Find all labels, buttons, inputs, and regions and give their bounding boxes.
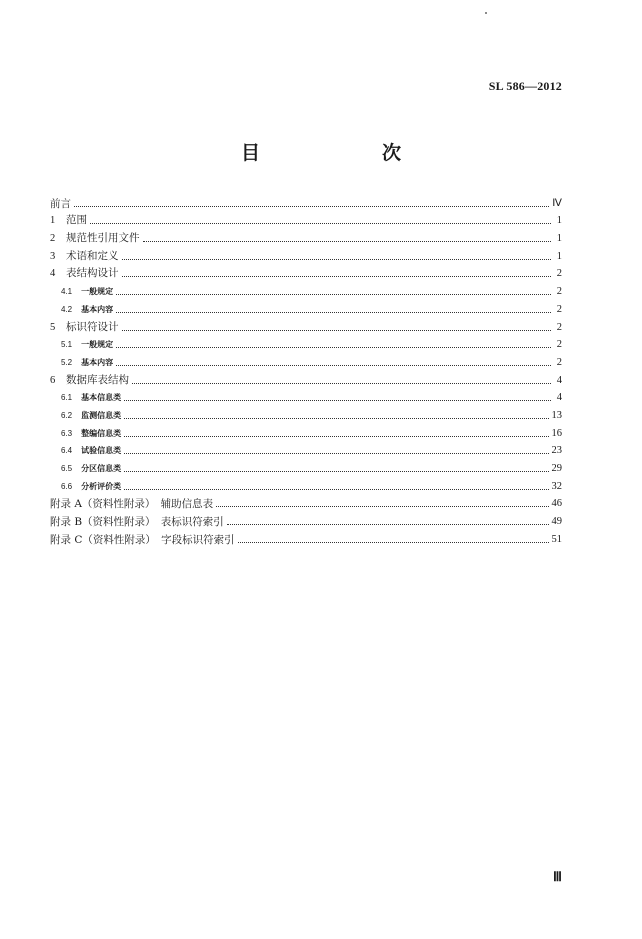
toc-entry-text: 附录 A（资料性附录） 辅助信息表 xyxy=(50,498,214,511)
toc-entry-label xyxy=(50,213,87,228)
toc-entry-page: 1 xyxy=(556,233,562,245)
toc-entry-text: 标识符设计 xyxy=(66,320,119,333)
dot-leader xyxy=(124,435,548,437)
toc-entry-label xyxy=(50,480,121,494)
dot-leader xyxy=(143,240,552,242)
toc-entry-text: 整编信息类 xyxy=(81,428,122,438)
toc-entry-text: 附录 C（资料性附录） 字段标识符索引 xyxy=(50,533,235,546)
toc-entry[interactable] xyxy=(50,352,562,370)
toc-entry[interactable] xyxy=(50,458,562,476)
toc-entry[interactable] xyxy=(50,193,562,211)
toc-entry[interactable] xyxy=(50,299,562,317)
toc-entry[interactable] xyxy=(50,264,562,282)
toc-entry-page: 4 xyxy=(556,392,562,404)
toc-entry-page: 16 xyxy=(551,427,562,439)
toc-entry[interactable] xyxy=(50,246,562,264)
toc-entry-label xyxy=(50,249,119,264)
toc-entry-text: 附录 B（资料性附录） 表标识符索引 xyxy=(50,516,224,529)
dot-leader xyxy=(122,275,552,277)
toc-entry-label xyxy=(50,409,121,423)
toc-entry-text: 数据库表结构 xyxy=(66,373,129,386)
toc-entry[interactable] xyxy=(50,388,562,406)
toc-entry-number: 6.1 xyxy=(61,393,73,403)
toc-title: 目 次 xyxy=(240,142,429,164)
toc-entry-page: 29 xyxy=(551,463,562,474)
toc-entry-page: 13 xyxy=(551,409,562,421)
toc-entry-text: 基本内容 xyxy=(81,357,114,367)
toc-entry-text: 基本信息类 xyxy=(81,393,122,403)
dot-leader xyxy=(124,417,548,419)
toc-entry-label xyxy=(50,515,224,529)
toc-entry-label xyxy=(50,266,119,281)
toc-entry-number: 6.6 xyxy=(61,481,73,491)
toc-entry-page: 2 xyxy=(556,339,562,351)
dot-leader xyxy=(216,505,548,507)
toc-entry[interactable] xyxy=(50,405,562,423)
dot-leader xyxy=(116,346,551,348)
toc-entry[interactable] xyxy=(50,529,562,547)
dot-leader xyxy=(122,258,552,260)
dot-leader xyxy=(124,488,548,490)
dot-leader xyxy=(227,523,549,525)
toc-entry-text: 监测信息类 xyxy=(81,410,122,420)
dot-leader xyxy=(116,293,551,295)
toc-entry-label xyxy=(50,427,121,441)
toc-entry-number: 6.5 xyxy=(61,464,73,473)
toc-entry-text: 表结构设计 xyxy=(66,267,119,280)
toc-entry-label xyxy=(50,391,121,405)
scan-speck xyxy=(485,12,487,14)
toc-entry-number: 6.3 xyxy=(61,428,73,438)
toc-entry-page: 2 xyxy=(556,286,562,298)
toc-entry-label xyxy=(50,303,113,317)
toc-entry[interactable] xyxy=(50,441,562,459)
dot-leader xyxy=(116,364,551,366)
toc-entry-number: 6 xyxy=(50,374,56,386)
toc-entry-page: 4 xyxy=(556,374,562,386)
toc-entry-page: 2 xyxy=(556,303,562,315)
toc-entry-text: 分区信息类 xyxy=(81,464,122,473)
table-of-contents xyxy=(50,193,562,547)
toc-entry-page: 2 xyxy=(556,321,562,333)
toc-entry-page: 2 xyxy=(556,268,562,280)
toc-entry-text: 基本内容 xyxy=(81,304,114,314)
toc-entry-number: 6.2 xyxy=(61,410,73,420)
toc-entry[interactable] xyxy=(50,335,562,353)
dot-leader xyxy=(116,311,551,313)
toc-entry-label xyxy=(50,356,113,370)
toc-entry-number: 5 xyxy=(50,321,56,333)
dot-leader xyxy=(90,222,551,224)
toc-entry-number: 4.2 xyxy=(61,304,73,314)
toc-entry-number: 4.1 xyxy=(61,287,73,297)
toc-entry-text: 规范性引用文件 xyxy=(66,232,140,245)
toc-entry-label xyxy=(50,231,140,246)
toc-entry[interactable] xyxy=(50,281,562,299)
toc-entry-number: 4 xyxy=(50,268,56,280)
toc-entry-page: 49 xyxy=(551,516,562,528)
toc-entry-label xyxy=(50,373,129,388)
toc-entry-number: 1 xyxy=(50,215,56,227)
toc-entry[interactable] xyxy=(50,370,562,388)
toc-entry[interactable] xyxy=(50,494,562,512)
toc-entry[interactable] xyxy=(50,211,562,229)
toc-entry-label xyxy=(50,533,235,547)
toc-entry-label xyxy=(50,444,121,458)
toc-entry-text: 术语和定义 xyxy=(66,249,119,262)
toc-entry-page: 1 xyxy=(556,250,562,262)
toc-entry-text: 范围 xyxy=(66,214,87,227)
toc-entry-text: 前言 xyxy=(50,197,71,210)
toc-entry-text: 一般规定 xyxy=(81,340,114,350)
toc-entry-number: 5.2 xyxy=(61,357,73,367)
dot-leader xyxy=(124,452,548,454)
toc-entry-label xyxy=(50,285,113,299)
toc-entry-label xyxy=(50,320,119,335)
toc-entry-page: 46 xyxy=(551,498,562,510)
toc-entry-text: 分析评价类 xyxy=(81,481,122,491)
toc-entry-number: 2 xyxy=(50,233,56,245)
toc-entry-text: 试验信息类 xyxy=(81,446,122,456)
toc-entry[interactable] xyxy=(50,476,562,494)
toc-entry-label xyxy=(50,497,213,511)
toc-entry-label xyxy=(50,462,121,476)
toc-entry-page: 23 xyxy=(551,445,562,457)
page-number: Ⅲ xyxy=(553,869,562,884)
toc-entry-text: 一般规定 xyxy=(81,287,114,297)
dot-leader xyxy=(124,470,548,472)
toc-entry-page: 1 xyxy=(556,215,562,227)
dot-leader xyxy=(74,205,549,207)
toc-entry-label xyxy=(50,197,71,211)
toc-entry[interactable] xyxy=(50,228,562,246)
dot-leader xyxy=(238,541,549,543)
toc-entry-label xyxy=(50,338,113,352)
toc-entry[interactable] xyxy=(50,317,562,335)
toc-entry[interactable] xyxy=(50,511,562,529)
dot-leader xyxy=(122,329,552,331)
toc-entry-page: 32 xyxy=(551,480,562,492)
standard-code: SL 586—2012 xyxy=(488,79,562,93)
toc-entry-page: Ⅳ xyxy=(552,197,562,209)
toc-entry-page: 51 xyxy=(551,533,562,545)
toc-entry-number: 6.4 xyxy=(61,446,73,456)
toc-entry-number: 3 xyxy=(50,250,56,262)
dot-leader xyxy=(132,382,551,384)
toc-entry-number: 5.1 xyxy=(61,340,73,350)
toc-entry[interactable] xyxy=(50,423,562,441)
dot-leader xyxy=(124,399,551,401)
toc-entry-page: 2 xyxy=(556,356,562,368)
